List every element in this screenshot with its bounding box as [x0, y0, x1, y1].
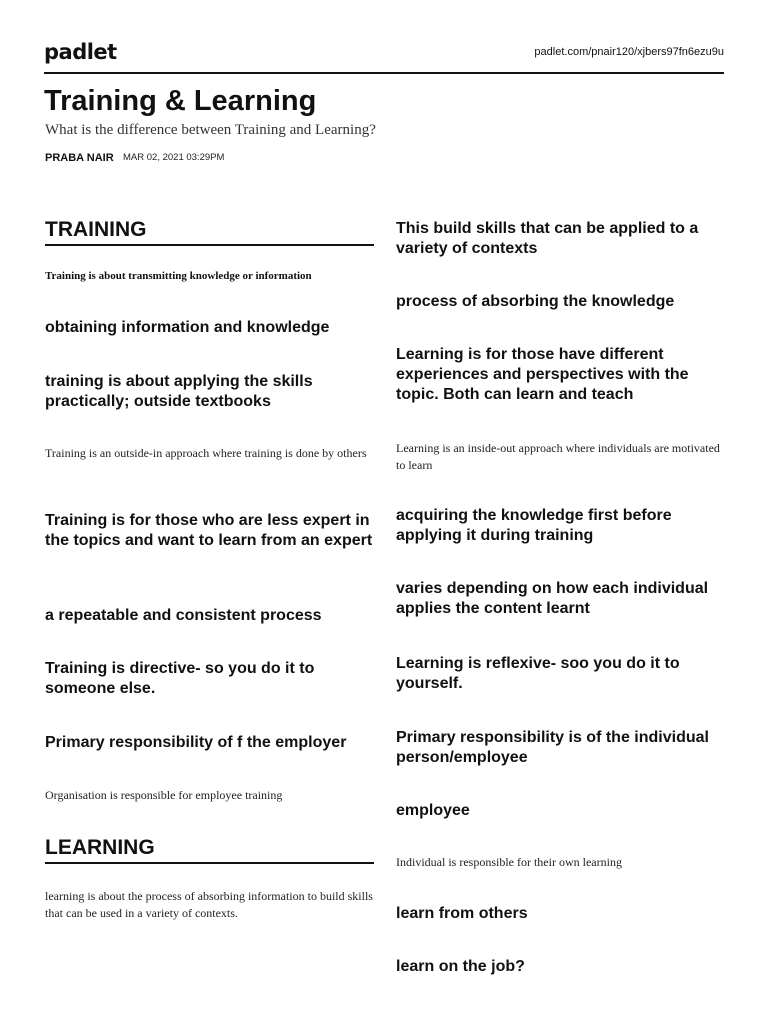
page-subtitle: What is the difference between Training and Learning?: [45, 122, 376, 138]
note-card[interactable]: Training is an outside-in approach where training is done by others: [45, 446, 367, 460]
note-card[interactable]: learn from others: [396, 905, 528, 922]
note-card[interactable]: acquiring the knowledge first before applying it during training: [396, 507, 672, 544]
note-card[interactable]: This build skills that can be applied to a variety of contexts: [396, 220, 699, 257]
note-card[interactable]: Training is directive- so you do it to someone else.: [45, 660, 315, 697]
post-date: MAR 02, 2021 03:29PM: [123, 152, 225, 163]
note-card[interactable]: Primary responsibility is of the individual person/employee: [396, 729, 709, 766]
note-card[interactable]: Individual is responsible for their own learning: [396, 855, 622, 869]
padlet-logo[interactable]: padlet: [44, 40, 117, 64]
note-card[interactable]: Training is about transmitting knowledge or information: [45, 270, 312, 282]
note-card[interactable]: varies depending on how each individual applies the content learnt: [396, 580, 709, 617]
note-card[interactable]: learning is about the process of absorbing information to build skills that can be used in a variety of contexts.: [45, 889, 373, 920]
page-title: Training & Learning: [44, 85, 317, 117]
note-card[interactable]: obtaining information and knowledge: [45, 319, 330, 336]
section-title-learning: LEARNING: [45, 836, 374, 864]
note-card[interactable]: employee: [396, 802, 470, 819]
section-title-training: TRAINING: [45, 218, 374, 246]
note-card[interactable]: learn on the job?: [396, 958, 525, 975]
note-card[interactable]: Learning is an inside-out approach where individuals are motivated to learn: [396, 441, 720, 472]
note-card[interactable]: Training is for those who are less expert in the topics and want to learn from an expert: [45, 512, 373, 549]
note-card[interactable]: Learning is for those have different experiences and perspectives with the topic. Both can learn and teach: [396, 346, 689, 403]
padlet-header: [44, 40, 724, 74]
note-card[interactable]: a repeatable and consistent process: [45, 607, 322, 624]
note-card[interactable]: Learning is reflexive- soo you do it to yourself.: [396, 655, 680, 692]
note-card[interactable]: Primary responsibility of f the employer: [45, 734, 347, 751]
padlet-url[interactable]: padlet.com/pnair120/xjbers97fn6ezu9u: [534, 46, 724, 58]
note-card[interactable]: training is about applying the skills practically; outside textbooks: [45, 373, 313, 410]
note-card[interactable]: process of absorbing the knowledge: [396, 293, 675, 310]
note-card[interactable]: Organisation is responsible for employee training: [45, 788, 283, 802]
author-name: PRABA NAIR: [45, 152, 114, 164]
